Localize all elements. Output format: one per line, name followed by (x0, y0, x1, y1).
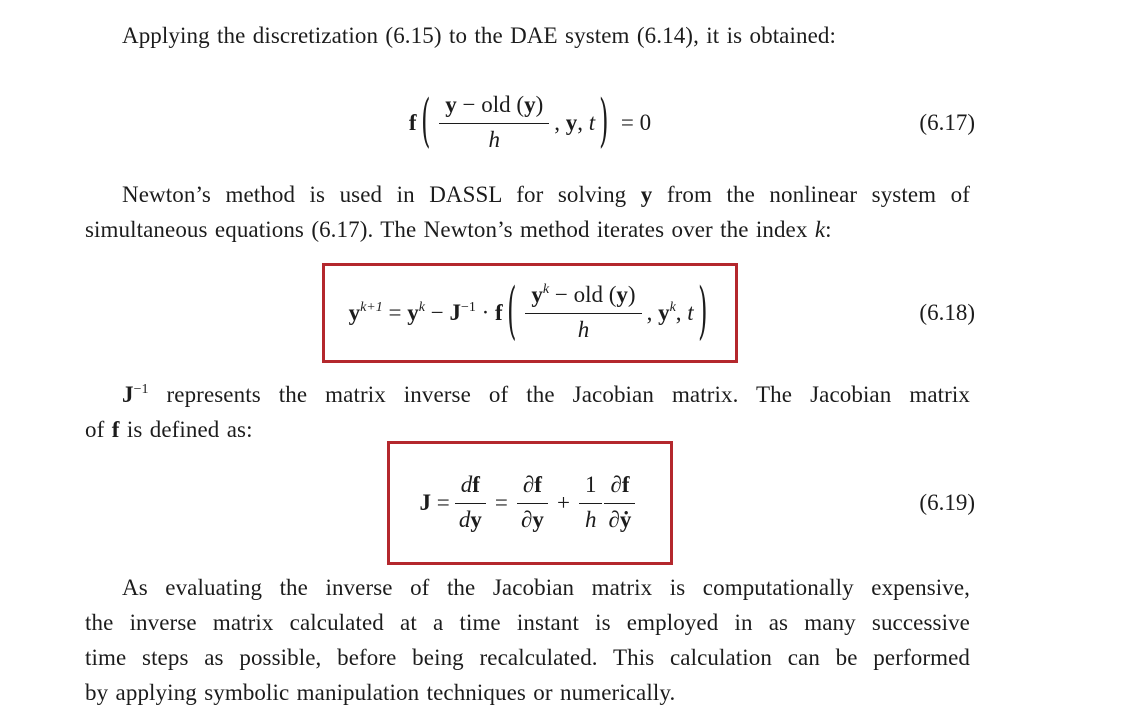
math-token-y: y (524, 92, 536, 118)
paragraph-line (85, 570, 970, 605)
superscript: k+1 (360, 300, 383, 315)
math-token-paren: ) (535, 92, 544, 118)
math-token-d: d (458, 507, 471, 532)
paragraph-intro (85, 18, 970, 53)
text-run: : (825, 217, 832, 242)
text-run: the inverse matrix calculated at a time instant is employed in as many successive (85, 610, 970, 635)
text-run: by applying symbolic manipulation techniques or numerically. (85, 680, 676, 705)
text-run: Newton’s method is used in DASSL for solving (122, 182, 641, 207)
paragraph-conclusion (85, 570, 970, 710)
partial-symbol: ∂ (608, 507, 620, 532)
plus: + (556, 490, 570, 515)
equation-6-19 (420, 471, 641, 535)
math-token-d: d (460, 472, 473, 498)
paragraph-jacobian (85, 377, 970, 447)
equation-6-17 (408, 88, 652, 156)
fraction-denominator (609, 504, 632, 535)
superscript: −1 (460, 300, 476, 315)
math-token-y: y (470, 507, 482, 532)
equation-number: (6.18) (919, 300, 975, 325)
equals: = (382, 300, 408, 325)
partial-symbol: ∂ (522, 472, 535, 498)
comma: , (577, 110, 589, 135)
math-lhs (349, 300, 503, 326)
math-args (554, 110, 595, 136)
text-run: As evaluating the inverse of the Jacobian matrix is computationally expensive, (122, 575, 970, 600)
fraction-numerator (455, 471, 486, 504)
fraction-one-over-h (579, 471, 603, 535)
fraction-denominator: h (577, 317, 590, 342)
paragraph-line (85, 177, 970, 212)
paragraph-line (85, 18, 970, 53)
comma: , (554, 110, 566, 135)
math-token-J: J (449, 300, 461, 325)
fraction-denominator: h (584, 507, 597, 532)
text-run: simultaneous equations (6.17). The Newton’s method iterates over the index (85, 217, 815, 242)
fraction-partial-f-y (517, 471, 548, 535)
equation-6-18 (348, 276, 712, 348)
text-run: of (85, 417, 112, 442)
paragraph-line (85, 640, 970, 675)
math-token-y: y (640, 182, 653, 207)
fraction-numerator: 1 (579, 471, 603, 504)
paragraph-newton (85, 177, 970, 247)
math-token-y: y (531, 282, 543, 308)
math-token-f: f (534, 472, 542, 498)
math-token-J: J (419, 490, 432, 515)
paragraph-line (85, 675, 970, 710)
math-token-f: f (621, 472, 630, 498)
fraction-denominator: h (488, 127, 501, 152)
superscript: −1 (133, 382, 149, 397)
math-rhs: = 0 (620, 110, 652, 135)
fraction-numerator (604, 471, 635, 504)
text-run: time steps as possible, before being recalculated. This calculation can be performed (85, 645, 970, 670)
equation-number: (6.19) (919, 490, 975, 515)
equation-6-19-row (85, 441, 975, 565)
math-token-f: f (408, 110, 417, 135)
math-args (647, 300, 694, 326)
math-token-y: y (565, 110, 578, 135)
text-run: is defined as: (119, 417, 253, 442)
math-token-ydot: ẏ (619, 507, 632, 532)
math-token-t: t (687, 300, 694, 325)
fraction-df-dy (455, 471, 486, 535)
fraction (525, 281, 641, 345)
minus: − (424, 300, 450, 325)
math-token-t: t (588, 110, 596, 135)
comma: , (646, 300, 659, 325)
paragraph-line (85, 212, 970, 247)
highlight-box-6-18 (322, 263, 739, 363)
partial-symbol: ∂ (610, 472, 622, 498)
equation-6-17-row (85, 80, 975, 166)
superscript: k (418, 300, 425, 315)
math-token-J: J (122, 382, 134, 407)
text-run: from the nonlinear system of (652, 182, 970, 207)
math-token-y: y (616, 282, 628, 308)
math-lhs (420, 490, 450, 516)
math-token-y: y (407, 300, 419, 325)
text-run: Applying the discretization (6.15) to the DAE system (6.14), it is obtained: (122, 23, 836, 48)
math-token-old: − old ( (549, 282, 617, 308)
highlight-box-6-19 (387, 441, 674, 565)
fraction (439, 91, 549, 155)
math-token-f: f (472, 472, 480, 498)
math-token-k: k (814, 217, 826, 242)
comma: , (675, 300, 688, 325)
math-token-f: f (111, 417, 120, 442)
open-paren: ( (506, 276, 517, 348)
paragraph-line (85, 605, 970, 640)
fraction-partial-f-ydot (604, 471, 635, 535)
partial-symbol: ∂ (520, 507, 533, 532)
math-token-y: y (348, 300, 361, 325)
math-token-paren: ) (627, 282, 636, 308)
paragraph-line (85, 377, 970, 412)
close-paren: ) (599, 88, 609, 156)
equals: = (494, 490, 508, 515)
superscript: k (542, 282, 550, 298)
equals: = (431, 490, 450, 515)
fraction-numerator (517, 471, 548, 504)
fraction-denominator (521, 504, 544, 535)
equation-6-18-row (85, 262, 975, 364)
math-token-y: y (532, 507, 544, 532)
math-token-f: f (495, 300, 503, 325)
superscript: k (669, 300, 676, 315)
fraction-denominator (459, 504, 482, 535)
math-token-old: − old ( (456, 92, 525, 118)
fraction-numerator (525, 281, 641, 314)
open-paren: ( (420, 88, 431, 156)
fraction-numerator (439, 91, 549, 124)
equation-number: (6.17) (919, 110, 975, 135)
math-token-y: y (445, 92, 457, 118)
text-run: represents the matrix inverse of the Jacobian matrix. The Jacobian matrix (148, 382, 970, 407)
dot-operator: · (475, 300, 496, 325)
math-token-y: y (658, 300, 670, 325)
close-paren: ) (697, 276, 708, 348)
